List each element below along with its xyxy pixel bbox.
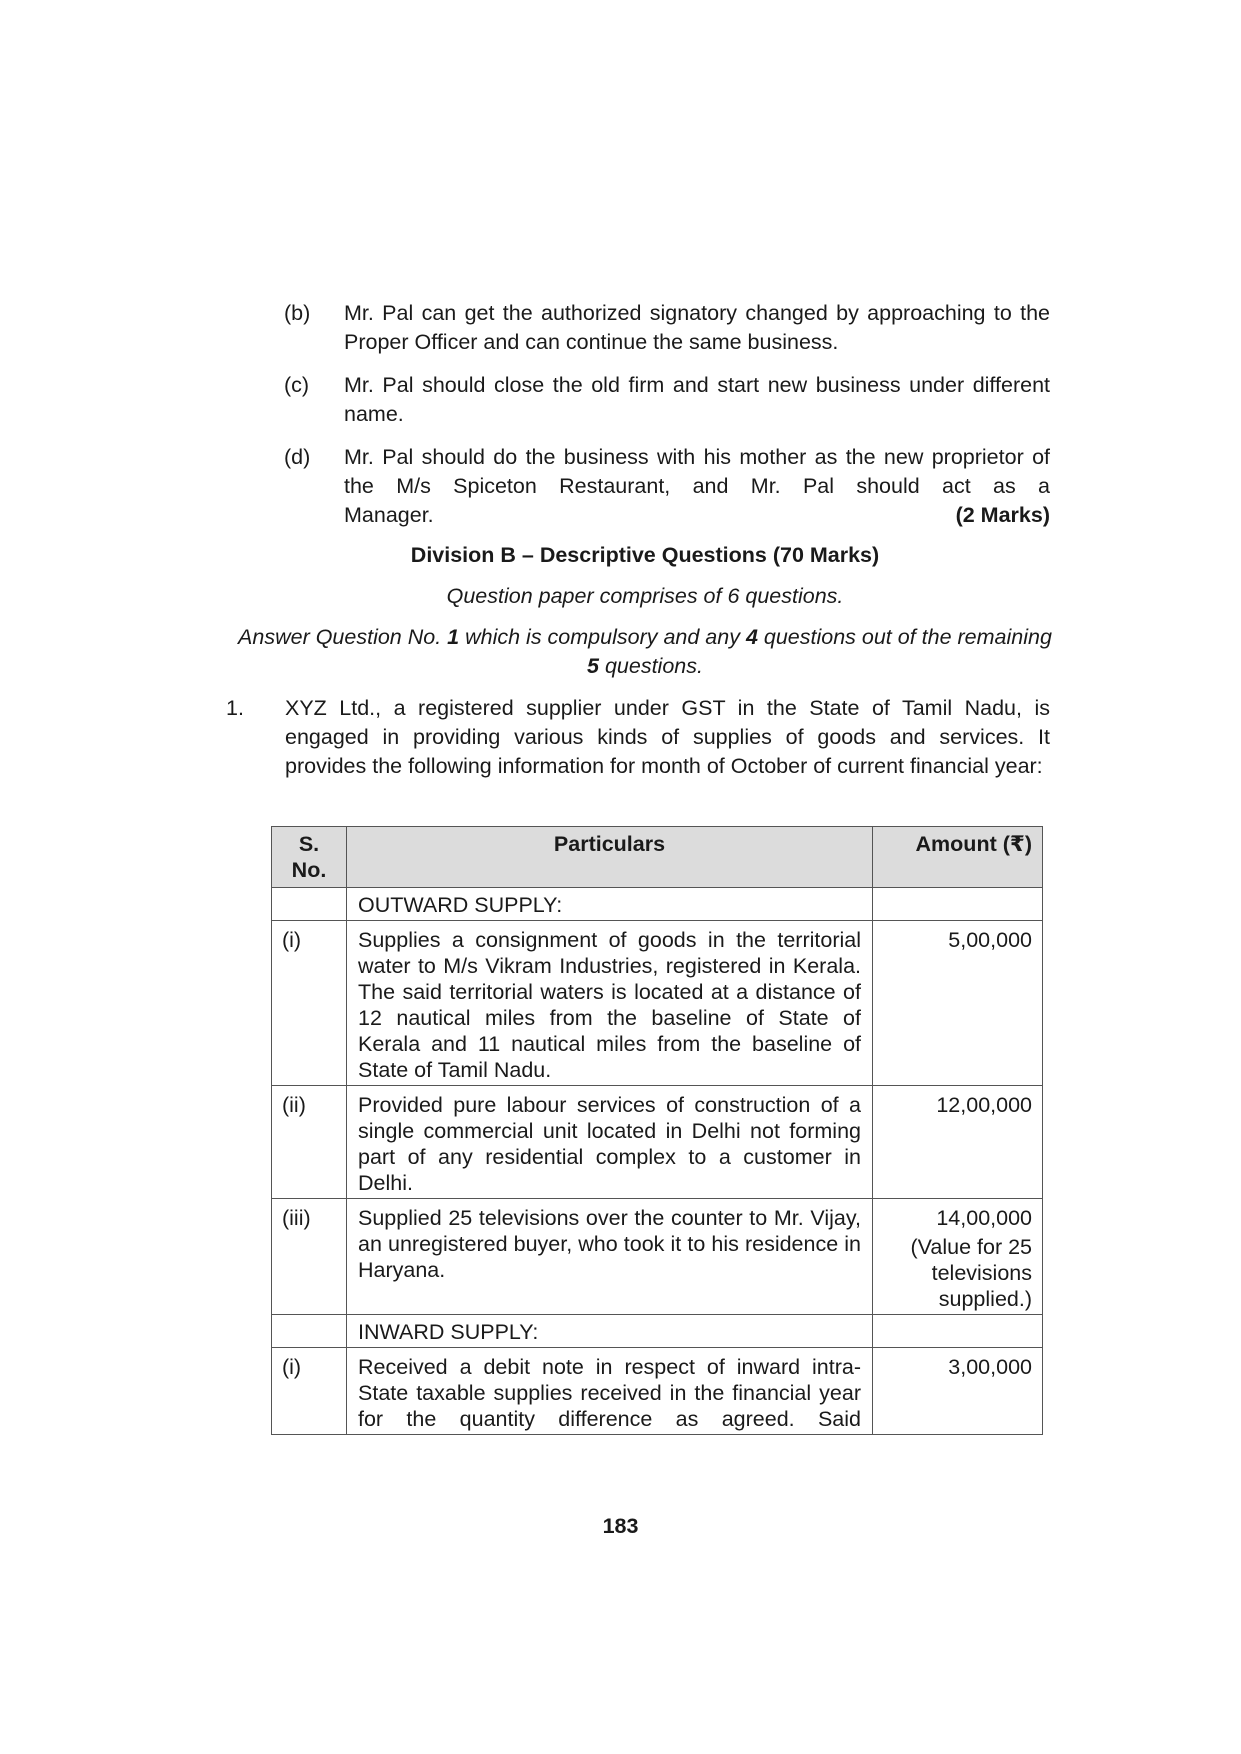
row-sno: (i) (272, 1348, 347, 1435)
row-amount: 14,00,000 (936, 1206, 1032, 1230)
table-row (272, 1086, 1043, 1199)
instruction-part4: questions. (598, 654, 703, 678)
option-d (344, 443, 1050, 530)
row-particulars: Received a debit note in respect of inward intra-State taxable supplies received in the financial year for the quantity difference as agreed. Said (347, 1348, 873, 1435)
empty-cell (873, 888, 1043, 921)
empty-cell (272, 1315, 347, 1348)
table-header-row (272, 827, 1043, 888)
row-amount-note: (Value for 25 televisions supplied.) (910, 1235, 1032, 1311)
question-text: XYZ Ltd., a registered supplier under GST in the State of Tamil Nadu, is engaged in providing various kinds of supplies of goods and services. It provides the following information for month of October of current financial year: (285, 696, 1050, 778)
header-sno: S. No. (272, 827, 347, 888)
option-b-label: (b) (284, 301, 311, 325)
row-amount: 5,00,000 (873, 921, 1043, 1086)
instruction-num1: 1 (447, 625, 460, 649)
empty-cell (873, 1315, 1043, 1348)
table-row (272, 1199, 1043, 1315)
instruction-num3: 5 (587, 654, 599, 678)
header-particulars: Particulars (347, 827, 873, 888)
option-c-label: (c) (284, 373, 310, 397)
empty-cell (272, 888, 347, 921)
page-number: 183 (602, 1514, 639, 1538)
division-title: Division B – Descriptive Questions (70 Marks) (410, 543, 880, 567)
inward-heading-row (272, 1315, 1043, 1348)
row-particulars: Supplied 25 televisions over the counter to Mr. Vijay, an unregistered buyer, who took it to his residence in Haryana. (347, 1199, 873, 1315)
supply-table (271, 826, 1043, 1435)
row-sno: (iii) (272, 1199, 347, 1315)
question-number: 1. (226, 696, 244, 720)
table-row (272, 1348, 1043, 1435)
option-b-text: Mr. Pal can get the authorized signatory changed by approaching to the Proper Officer and can continue the same business. (344, 301, 1050, 354)
option-d-marks: (2 Marks) (955, 503, 1050, 527)
row-amount-cell (873, 1199, 1043, 1315)
outward-heading-row (272, 888, 1043, 921)
row-amount: 3,00,000 (873, 1348, 1043, 1435)
outward-heading: OUTWARD SUPPLY: (347, 888, 873, 921)
instruction-part3: questions out of the remaining (757, 625, 1052, 649)
row-particulars: Provided pure labour services of construction of a single commercial unit located in Delhi not forming part of any residential complex to a customer in Delhi. (347, 1086, 873, 1199)
row-amount: 12,00,000 (873, 1086, 1043, 1199)
option-d-text-last: Manager. (344, 503, 434, 527)
inward-heading: INWARD SUPPLY: (347, 1315, 873, 1348)
row-particulars: Supplies a consignment of goods in the territorial water to M/s Vikram Industries, registered in Kerala. The said territorial waters is located at a distance of 12 nautical miles from the baseline of State of Kerala and 11 nautical miles from the baseline of State of Tamil Nadu. (347, 921, 873, 1086)
table-row (272, 921, 1043, 1086)
instruction-part1: Answer Question No. (238, 625, 448, 649)
header-amount: Amount (₹) (873, 827, 1043, 888)
option-d-text: Mr. Pal should do the business with his mother as the new proprietor of the M/s Spiceton Restaurant, and Mr. Pal should act as a (344, 445, 1050, 498)
option-d-label: (d) (284, 445, 311, 469)
paper-note: Question paper comprises of 6 questions. (446, 584, 844, 608)
instruction-num2: 4 (745, 625, 758, 649)
row-sno: (i) (272, 921, 347, 1086)
instruction-part2: which is compulsory and any (459, 625, 746, 649)
option-c-text: Mr. Pal should close the old firm and start new business under different name. (344, 373, 1050, 426)
instruction (235, 623, 1055, 681)
row-sno: (ii) (272, 1086, 347, 1199)
